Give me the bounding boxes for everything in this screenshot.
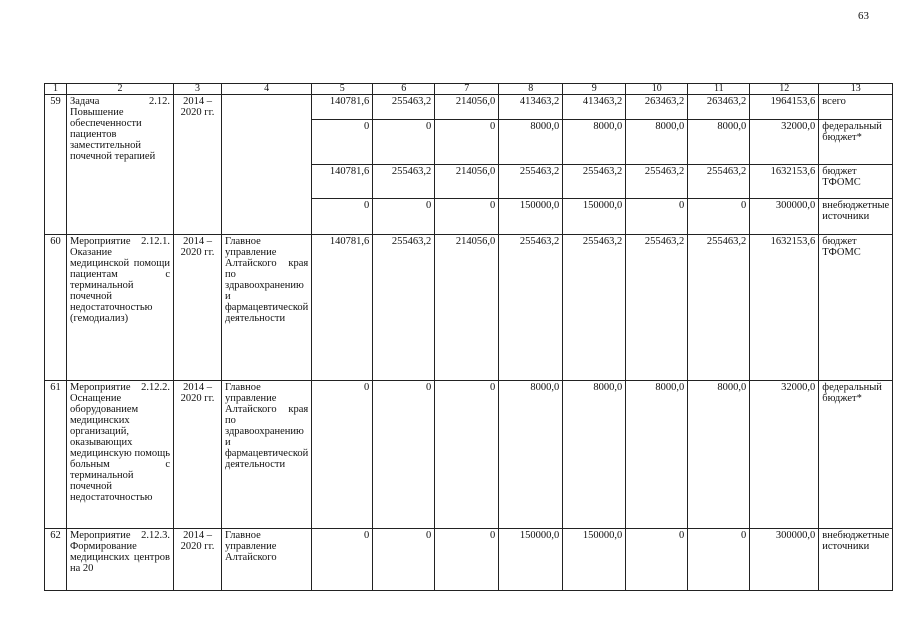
amount-cell: 8000,0 bbox=[499, 120, 563, 165]
column-number: 8 bbox=[499, 84, 563, 95]
amount-cell: 214056,0 bbox=[435, 235, 499, 381]
funding-source: бюджет ТФОМС bbox=[819, 165, 893, 199]
period: 2014 – 2020 гг. bbox=[174, 95, 222, 235]
amount-cell: 150000,0 bbox=[499, 529, 563, 591]
row-number: 59 bbox=[45, 95, 67, 235]
amount-cell: 0 bbox=[312, 120, 373, 165]
amount-cell: 214056,0 bbox=[435, 95, 499, 120]
amount-cell: 32000,0 bbox=[750, 120, 819, 165]
amount-cell: 1964153,6 bbox=[750, 95, 819, 120]
amount-cell: 255463,2 bbox=[563, 165, 626, 199]
column-number: 10 bbox=[626, 84, 688, 95]
amount-cell: 0 bbox=[688, 529, 750, 591]
amount-cell: 0 bbox=[312, 529, 373, 591]
funding-source: внебюджетные источники bbox=[819, 199, 893, 235]
column-number: 13 bbox=[819, 84, 893, 95]
amount-cell: 150000,0 bbox=[563, 529, 626, 591]
row-number: 62 bbox=[45, 529, 67, 591]
budget-table bbox=[44, 83, 893, 591]
amount-cell: 0 bbox=[435, 120, 499, 165]
amount-cell: 214056,0 bbox=[435, 165, 499, 199]
activity-name: Мероприятие 2.12.1. Оказание медицинской помощи пациентам с терминальной почечной недостаточностью (гемодиализ) bbox=[67, 235, 174, 381]
column-number-row bbox=[45, 84, 893, 95]
amount-cell: 8000,0 bbox=[626, 381, 688, 529]
table-row bbox=[45, 95, 893, 120]
amount-cell: 263463,2 bbox=[688, 95, 750, 120]
amount-cell: 255463,2 bbox=[373, 95, 435, 120]
amount-cell: 1632153,6 bbox=[750, 165, 819, 199]
amount-cell: 255463,2 bbox=[626, 235, 688, 381]
amount-cell: 255463,2 bbox=[688, 235, 750, 381]
amount-cell: 0 bbox=[626, 199, 688, 235]
funding-source: внебюджетные источники bbox=[819, 529, 893, 591]
column-number: 12 bbox=[750, 84, 819, 95]
amount-cell: 255463,2 bbox=[688, 165, 750, 199]
column-number: 5 bbox=[312, 84, 373, 95]
activity-name: Мероприятие 2.12.2. Оснащение оборудованием медицинских организаций, оказывающих медицинскую помощь больным с терминальной почечной недостаточностью bbox=[67, 381, 174, 529]
funding-source: всего bbox=[819, 95, 893, 120]
amount-cell: 8000,0 bbox=[563, 381, 626, 529]
funding-source: федеральный бюджет* bbox=[819, 120, 893, 165]
amount-cell: 300000,0 bbox=[750, 529, 819, 591]
executor: Главное управление Алтайского края по здравоохранению и фармацевтической деятельности bbox=[222, 235, 312, 381]
amount-cell: 0 bbox=[435, 529, 499, 591]
amount-cell: 0 bbox=[373, 199, 435, 235]
column-number: 3 bbox=[174, 84, 222, 95]
amount-cell: 255463,2 bbox=[373, 235, 435, 381]
column-number: 11 bbox=[688, 84, 750, 95]
column-number: 2 bbox=[67, 84, 174, 95]
amount-cell: 8000,0 bbox=[688, 381, 750, 529]
amount-cell: 0 bbox=[312, 381, 373, 529]
column-number: 4 bbox=[222, 84, 312, 95]
amount-cell: 8000,0 bbox=[688, 120, 750, 165]
column-number: 1 bbox=[45, 84, 67, 95]
amount-cell: 32000,0 bbox=[750, 381, 819, 529]
amount-cell: 0 bbox=[626, 529, 688, 591]
table-row bbox=[45, 381, 893, 529]
amount-cell: 255463,2 bbox=[499, 235, 563, 381]
column-number: 9 bbox=[563, 84, 626, 95]
amount-cell: 0 bbox=[373, 120, 435, 165]
column-number: 6 bbox=[373, 84, 435, 95]
amount-cell: 0 bbox=[435, 381, 499, 529]
amount-cell: 255463,2 bbox=[563, 235, 626, 381]
amount-cell: 8000,0 bbox=[499, 381, 563, 529]
amount-cell: 0 bbox=[373, 529, 435, 591]
page-number: 63 bbox=[858, 10, 869, 22]
funding-source: федеральный бюджет* bbox=[819, 381, 893, 529]
row-number: 61 bbox=[45, 381, 67, 529]
executor: Главное управление Алтайского bbox=[222, 529, 312, 591]
amount-cell: 8000,0 bbox=[626, 120, 688, 165]
amount-cell: 413463,2 bbox=[563, 95, 626, 120]
amount-cell: 140781,6 bbox=[312, 165, 373, 199]
activity-name: Задача 2.12. Повышение обеспеченности пациентов заместительной почечной терапией bbox=[67, 95, 174, 235]
amount-cell: 413463,2 bbox=[499, 95, 563, 120]
amount-cell: 150000,0 bbox=[563, 199, 626, 235]
period: 2014 – 2020 гг. bbox=[174, 529, 222, 591]
amount-cell: 140781,6 bbox=[312, 95, 373, 120]
amount-cell: 0 bbox=[312, 199, 373, 235]
amount-cell: 150000,0 bbox=[499, 199, 563, 235]
period: 2014 – 2020 гг. bbox=[174, 235, 222, 381]
amount-cell: 263463,2 bbox=[626, 95, 688, 120]
amount-cell: 8000,0 bbox=[563, 120, 626, 165]
amount-cell: 255463,2 bbox=[373, 165, 435, 199]
period: 2014 – 2020 гг. bbox=[174, 381, 222, 529]
executor: Главное управление Алтайского края по здравоохранению и фармацевтической деятельности bbox=[222, 381, 312, 529]
funding-source: бюджет ТФОМС bbox=[819, 235, 893, 381]
column-number: 7 bbox=[435, 84, 499, 95]
executor bbox=[222, 95, 312, 235]
amount-cell: 255463,2 bbox=[626, 165, 688, 199]
amount-cell: 0 bbox=[688, 199, 750, 235]
amount-cell: 0 bbox=[373, 381, 435, 529]
amount-cell: 300000,0 bbox=[750, 199, 819, 235]
table-row bbox=[45, 235, 893, 381]
amount-cell: 1632153,6 bbox=[750, 235, 819, 381]
row-number: 60 bbox=[45, 235, 67, 381]
amount-cell: 140781,6 bbox=[312, 235, 373, 381]
table-row bbox=[45, 529, 893, 591]
activity-name: Мероприятие 2.12.3. Формирование медицинских центров на 20 bbox=[67, 529, 174, 591]
amount-cell: 255463,2 bbox=[499, 165, 563, 199]
amount-cell: 0 bbox=[435, 199, 499, 235]
